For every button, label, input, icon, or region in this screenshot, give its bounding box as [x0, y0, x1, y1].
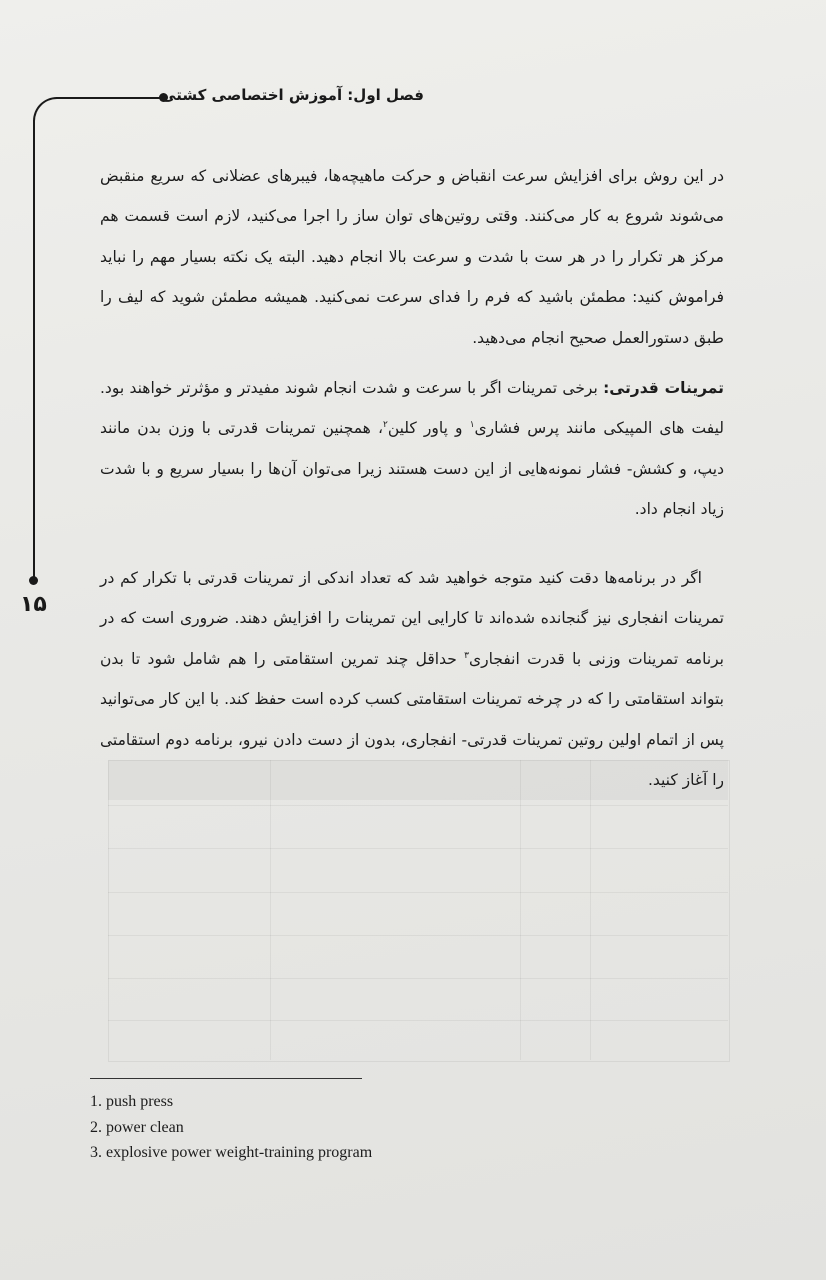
- paragraph-strength-text-c: ، همچنین تمرینات قدرتی با وزن بدن مانند دیپ، و کشش- فشار نمونه‌هایی از این دست هستند زیرا می‌توان آن‌ها را بسیار سریع و با شدت زیاد انجام داد.: [100, 419, 724, 518]
- paragraph-strength-text-a: برخی تمرینات اگر با سرعت و شدت انجام شوند مفیدتر و مؤثرتر خواهند بود. لیفت های المپیکی مانند پرس فشاری: [100, 378, 725, 437]
- frame-line-top: [56, 97, 162, 99]
- show-through-row: [108, 805, 728, 806]
- running-head: فصل اول: آموزش اختصاصی کشتی: [161, 86, 424, 104]
- show-through-row: [108, 848, 728, 849]
- show-through-row: [108, 892, 728, 893]
- footnote-ref-3: ۳: [464, 650, 469, 661]
- paragraph-speed-text: در این روش برای افزایش سرعت انقباض و حرکت ماهیچه‌ها، فیبرهای عضلانی که سریع منقبض می‌شوند شروع به کار می‌کنند. وقتی روتین‌های توان ساز را اجرا می‌کنید، لازم است قسمت هم مرکز هر تکرار را در هر ست با شدت و سرعت بالا انجام دهید. البته یک نکته بسیار مهم را نباید فراموش کنید: مطمئن باشید که فرم را فدای سرعت نمی‌کنید. همیشه مطمئن شوید که لیف را طبق دستورالعمل صحیح انجام می‌دهید.: [100, 166, 724, 347]
- footnotes: [90, 1089, 372, 1166]
- frame-dot-bottom: [29, 576, 38, 585]
- footnote-2: 2. power clean: [90, 1118, 184, 1136]
- show-through-row: [108, 978, 728, 979]
- paragraph-explosive-program: [100, 558, 724, 801]
- strength-exercises-heading: تمرینات قدرتی:: [603, 378, 724, 397]
- show-through-col: [270, 760, 271, 1060]
- show-through-row: [108, 1020, 728, 1021]
- paragraph-strength-exercises: [100, 368, 724, 530]
- frame-line-vertical: [33, 120, 35, 580]
- footnote-ref-1: ۱: [469, 419, 475, 430]
- paragraph-speed: [100, 156, 724, 359]
- show-through-col: [520, 760, 521, 1060]
- show-through-row: [108, 935, 728, 936]
- paragraph-strength-text-b: و پاور کلین: [387, 419, 470, 437]
- footnote-3: 3. explosive power weight-training program: [90, 1144, 373, 1161]
- footnote-divider: [90, 1078, 362, 1079]
- paragraph-explosive-text-a: اگر در برنامه‌ها دقت کنید متوجه خواهید شد که تعداد اندکی از تمرینات قدرتی با تکرار کم در تمرینات انفجاری نیز گنجانده شده‌اند تا کارایی این تمرینات را افزایش دهند. ضروری است که در برنامه تمرینات وزنی با قدرت انفجاری: [100, 568, 724, 668]
- frame-corner: [33, 97, 59, 123]
- show-through-col: [590, 760, 591, 1060]
- page-number: ۱۵: [20, 592, 47, 617]
- footnote-1: 1. push press: [90, 1093, 174, 1110]
- footnote-ref-2: ۲: [382, 419, 388, 430]
- paragraph-explosive-text-b: حداقل چند تمرین استقامتی را هم شامل شود تا بدن بتواند استقامتی را که در چرخه تمرینات استقامتی کسب کرده است حفظ کند. با این کار می‌توانید پس از اتمام اولین روتین تمرینات قدرتی- انفجاری، بدون از دست دادن نیرو، برنامه دوم استقامتی را آغاز کنید.: [100, 649, 724, 789]
